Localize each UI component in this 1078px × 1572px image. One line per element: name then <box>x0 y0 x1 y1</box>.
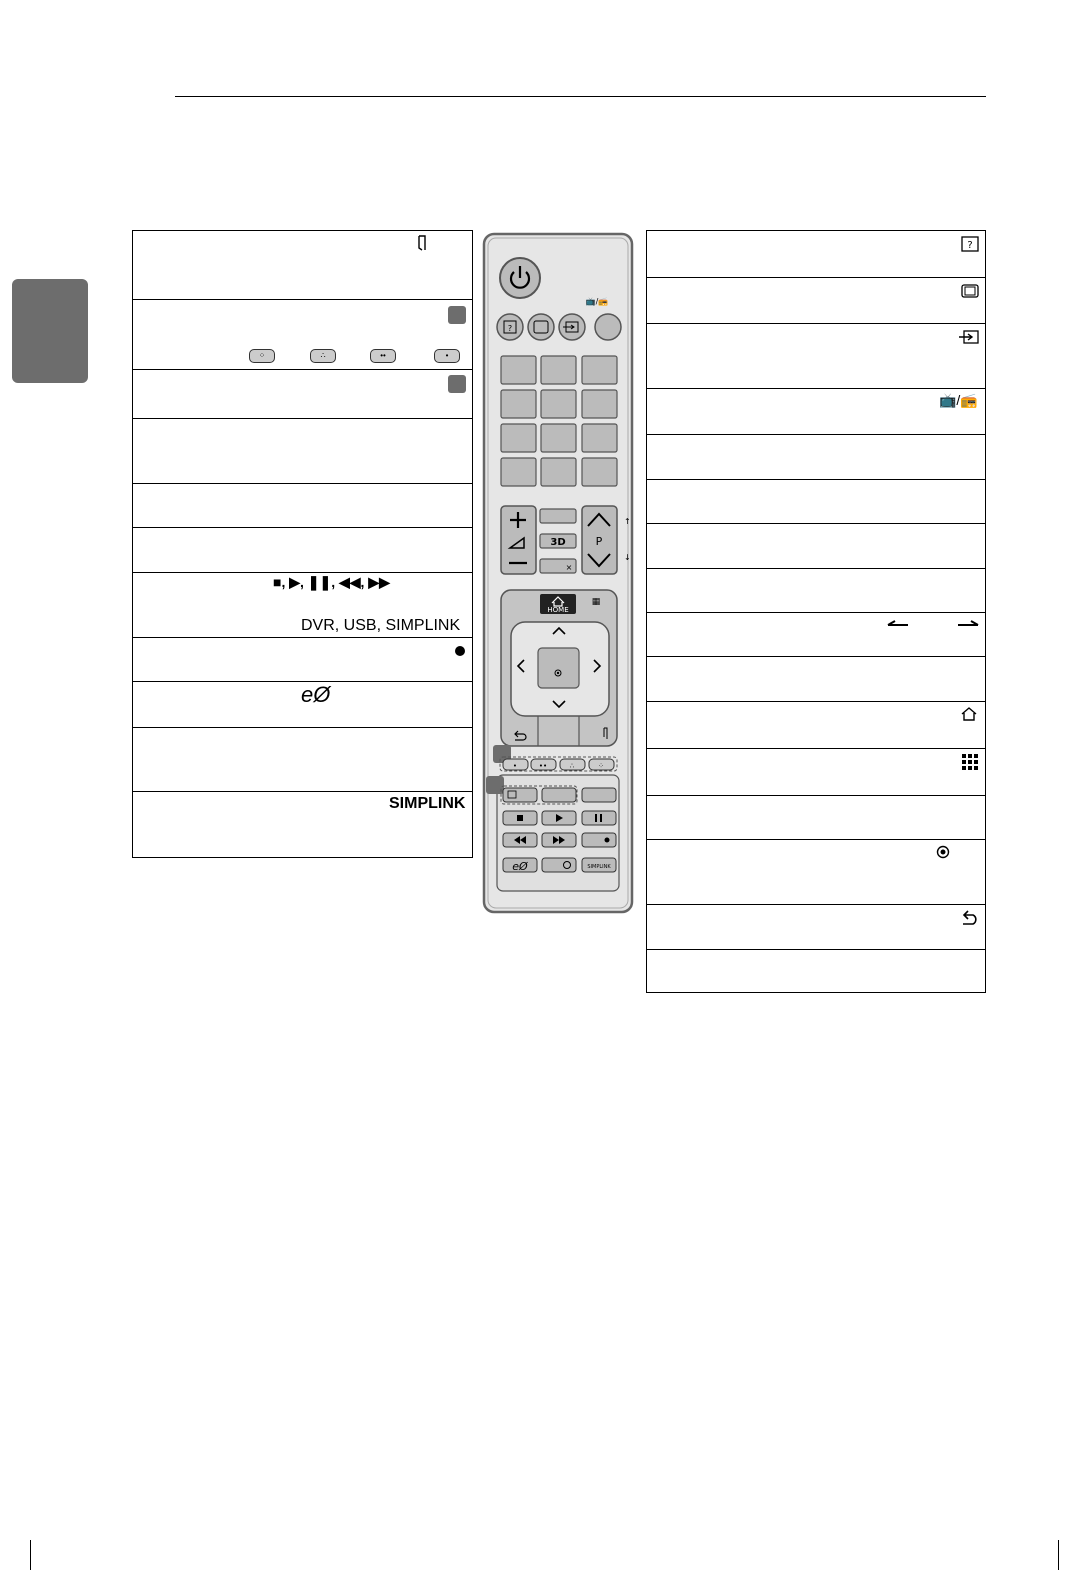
right-row-5 <box>647 435 985 480</box>
right-row-9 <box>647 613 985 657</box>
svg-text:↑: ↑ <box>624 517 631 526</box>
playback-devices: DVR, USB, SIMPLINK <box>301 617 461 634</box>
grid-icon <box>961 753 979 771</box>
left-row-2 <box>133 300 472 370</box>
chapter-tab <box>12 279 88 383</box>
svg-text:SIMPLINK: SIMPLINK <box>587 864 611 870</box>
right-row-8 <box>647 569 985 613</box>
left-row-1 <box>133 231 472 300</box>
right-row-10 <box>647 657 985 702</box>
ratio-icon <box>961 283 979 299</box>
remote-control <box>480 230 636 916</box>
svg-text:×: × <box>565 563 573 572</box>
right-row-2 <box>647 278 985 324</box>
volume-rocker <box>501 506 536 574</box>
svg-text:••: •• <box>538 762 548 770</box>
right-row-7 <box>647 524 985 569</box>
svg-text:?: ? <box>967 240 973 251</box>
left-row-10 <box>133 728 472 792</box>
svg-text:⁘: ⁘ <box>598 762 604 770</box>
yellow-button-icon: ∴ <box>310 349 336 363</box>
svg-text:P: P <box>595 535 603 548</box>
ok-dot-icon <box>936 845 950 859</box>
svg-text:▦: ▦ <box>591 597 601 607</box>
right-row-11 <box>647 702 985 749</box>
left-function-table <box>132 230 473 858</box>
lower-panel <box>486 775 619 891</box>
home-icon <box>960 706 978 722</box>
record-icon <box>455 646 465 656</box>
left-row-9 <box>133 682 472 728</box>
right-row-12 <box>647 749 985 796</box>
right-row-1 <box>647 231 985 278</box>
navigation-area <box>501 590 617 746</box>
blue-button-icon: •• <box>370 349 396 363</box>
question-book-icon <box>961 236 979 252</box>
left-row-3 <box>133 370 472 419</box>
right-row-4 <box>647 389 985 435</box>
marker-a <box>448 306 466 324</box>
right-function-table <box>646 230 986 993</box>
playback-symbols: ■, ▶, ❚❚, ◀◀, ▶▶ <box>273 574 390 590</box>
right-row-16 <box>647 950 985 993</box>
svg-text:∴: ∴ <box>569 762 575 770</box>
green-button-icon: ⁘ <box>249 349 275 363</box>
exit-icon <box>417 235 427 251</box>
tv-radio-icon: 📺/📻 <box>939 392 978 408</box>
right-row-13 <box>647 796 985 840</box>
left-row-6 <box>133 528 472 573</box>
left-row-7 <box>133 573 472 638</box>
simplink-label: SIMPLINK <box>389 795 466 812</box>
left-row-5 <box>133 484 472 528</box>
back-icon <box>960 910 978 926</box>
svg-text:3D: 3D <box>550 537 566 548</box>
input-icon <box>958 329 980 345</box>
left-arrow-icon <box>887 619 909 629</box>
svg-text:eØ: eØ <box>512 860 528 873</box>
right-arrow-icon <box>957 619 979 629</box>
crop-mark-left <box>30 1540 31 1570</box>
right-row-15 <box>647 905 985 950</box>
svg-text:?: ? <box>507 324 513 333</box>
marker-b <box>448 375 466 393</box>
energy-saving-logo: eØ <box>301 682 331 707</box>
top-rule <box>175 96 986 97</box>
left-row-8 <box>133 638 472 682</box>
left-row-4 <box>133 419 472 484</box>
svg-text:HOME: HOME <box>547 606 569 614</box>
tv-rad-label: 📺/📻 <box>585 297 609 306</box>
svg-text:↓: ↓ <box>624 553 631 562</box>
crop-mark-right <box>1058 1540 1059 1570</box>
left-row-11 <box>133 792 472 858</box>
svg-text:•: • <box>512 762 518 770</box>
red-button-icon: • <box>434 349 460 363</box>
power-button <box>500 258 540 298</box>
right-row-14 <box>647 840 985 905</box>
right-row-6 <box>647 480 985 524</box>
right-row-3 <box>647 324 985 389</box>
